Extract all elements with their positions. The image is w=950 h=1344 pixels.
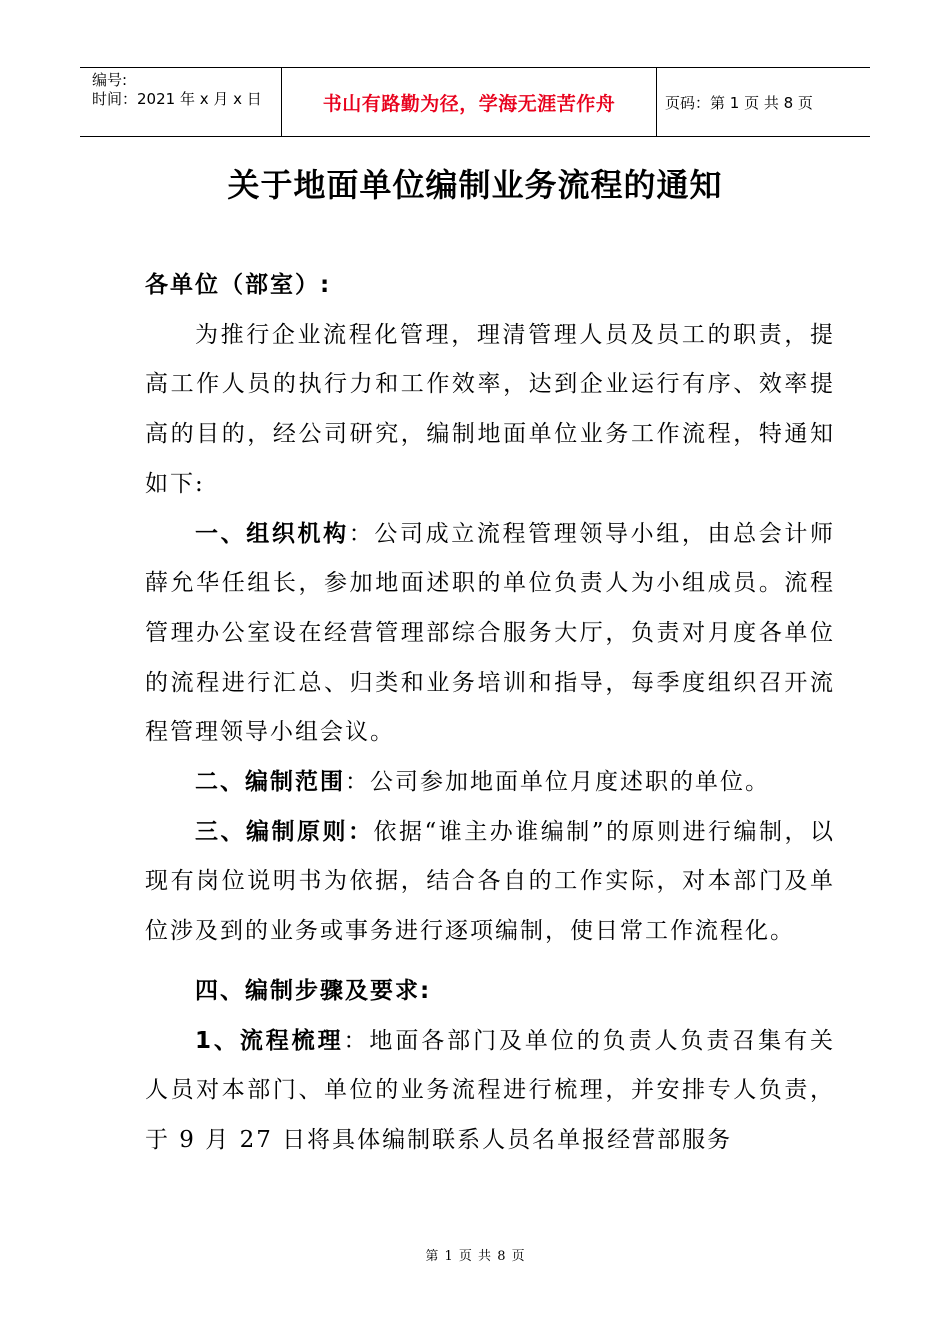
header-motto-cell xyxy=(282,68,657,136)
step-one xyxy=(145,1017,835,1166)
document-number-label: 编号: xyxy=(92,71,128,89)
step-one-text: ：地面各部门及单位的负责人负责召集有关人员对本部门、单位的业务流程进行梳理，并安排专人负责，于 9 月 27 日将具体编制联系人员名单报经营部服务 xyxy=(145,1027,835,1153)
section-scope-text: ：公司参加地面单位月度述职的单位。 xyxy=(345,769,770,796)
document-body xyxy=(145,261,835,1166)
document-title: 关于地面单位编制业务流程的通知 xyxy=(227,166,723,204)
section-principle xyxy=(145,808,835,957)
header-page-cell xyxy=(657,68,870,136)
paragraph-gap xyxy=(145,957,835,967)
section-principle-heading: 三、编制原则： xyxy=(195,818,374,845)
step-one-heading: 1、流程梳理 xyxy=(195,1027,344,1054)
section-scope-heading: 二、编制范围 xyxy=(195,769,345,796)
salutation: 各单位（部室）: xyxy=(145,272,332,298)
section-organization xyxy=(145,510,835,759)
section-steps-heading: 四、编制步骤及要求: xyxy=(195,977,432,1004)
header-motto: 书山有路勤为径，学海无涯苦作舟 xyxy=(322,92,616,115)
section-organization-heading: 一、组织机构 xyxy=(195,520,349,547)
intro-paragraph: 为推行企业流程化管理，理清管理人员及员工的职责，提高工作人员的执行力和工作效率，达到企业运行有序、效率提高的目的，经公司研究，编制地面单位业务工作流程，特通知如下: xyxy=(145,321,835,497)
header-page-info: 页码：第 1 页 共 8 页 xyxy=(665,93,813,112)
header-meta-cell xyxy=(80,68,282,136)
page-footer: 第 1 页 共 8 页 xyxy=(425,1249,525,1264)
document-header xyxy=(80,67,870,137)
section-scope xyxy=(145,758,835,808)
section-principle-text: 依据“谁主办谁编制”的原则进行编制，以现有岗位说明书为依据，结合各自的工作实际，对本部门及单位涉及到的业务或事务进行逐项编制，使日常工作流程化。 xyxy=(145,818,835,945)
document-time-label: 时间：2021 年 x 月 x 日 xyxy=(92,90,262,108)
section-organization-text: ：公司成立流程管理领导小组，由总会计师薛允华任组长，参加地面述职的单位负责人为小组成员。流程管理办公室设在经营管理部综合服务大厅，负责对月度各单位的流程进行汇总、归类和业务培训和指导，每季度组织召开流程管理领导小组会议。 xyxy=(145,520,835,746)
